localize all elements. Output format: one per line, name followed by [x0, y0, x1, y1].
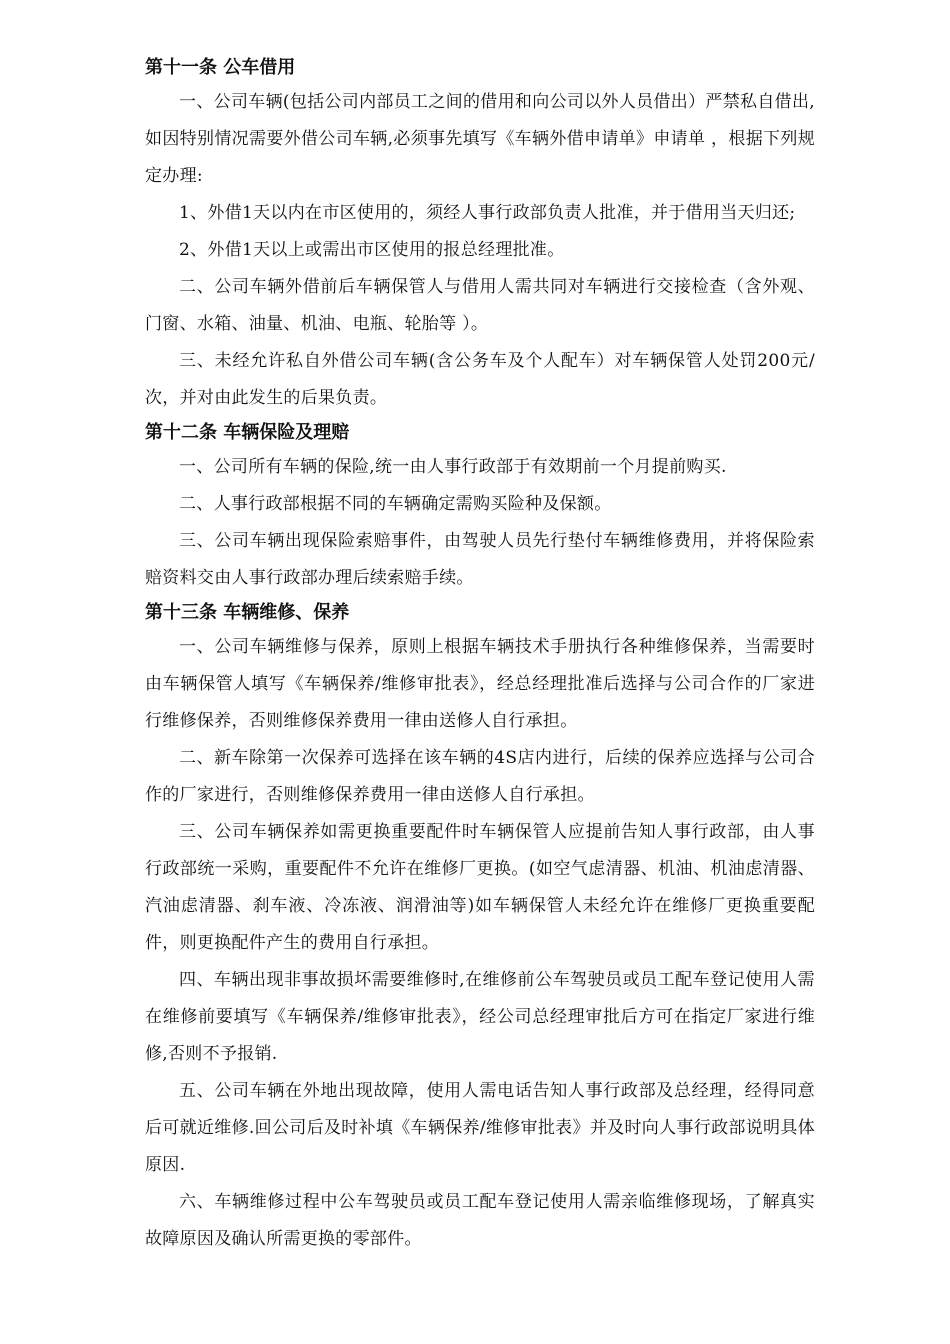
paragraph: 三、未经允许私自外借公司车辆(含公务车及个人配车）对车辆保管人处罚200元/次，并对由此发生的后果负责。 — [145, 351, 815, 408]
paragraph: 六、车辆维修过程中公车驾驶员或员工配车登记使用人需亲临维修现场，了解真实故障原因及确认所需更换的零部件。 — [145, 1192, 815, 1249]
document-body — [145, 52, 815, 1258]
paragraph: 一、公司所有车辆的保险,统一由人事行政部于有效期前一个月提前购买. — [179, 457, 727, 477]
paragraph: 2、外借1天以上或需出市区使用的报总经理批准。 — [179, 240, 565, 260]
paragraph: 1、外借1天以内在市区使用的，须经人事行政部负责人批准，并于借用当天归还; — [179, 203, 796, 223]
paragraph: 四、车辆出现非事故损坏需要维修时,在维修前公车驾驶员或员工配车登记使用人需在维修前要填写《车辆保养/维修审批表》，经公司总经理审批后方可在指定厂家进行维修,否则不予报销. — [145, 970, 815, 1064]
paragraph: 一、公司车辆(包括公司内部员工之间的借用和向公司以外人员借出）严禁私自借出,如因特别情况需要外借公司车辆,必须事先填写《车辆外借申请单》申请单 ，根据下列规定办理: — [145, 92, 815, 186]
paragraph: 二、新车除第一次保养可选择在该车辆的4S店内进行，后续的保养应选择与公司合作的厂家进行，否则维修保养费用一律由送修人自行承担。 — [145, 748, 815, 805]
section-heading-11: 第十一条 公车借用 — [145, 57, 296, 78]
section-heading-13: 第十三条 车辆维修、保养 — [145, 602, 350, 623]
paragraph: 二、人事行政部根据不同的车辆确定需购买险种及保额。 — [179, 494, 612, 514]
paragraph: 一、公司车辆维修与保养，原则上根据车辆技术手册执行各种维修保养，当需要时由车辆保管人填写《车辆保养/维修审批表》，经总经理批准后选择与公司合作的厂家进行维修保养，否则维修保养费用一律由送修人自行承担。 — [145, 637, 815, 731]
paragraph: 三、公司车辆出现保险索赔事件，由驾驶人员先行垫付车辆维修费用，并将保险索赔资料交由人事行政部办理后续索赔手续。 — [145, 531, 815, 588]
paragraph: 五、公司车辆在外地出现故障，使用人需电话告知人事行政部及总经理，经得同意后可就近维修.回公司后及时补填《车辆保养/维修审批表》并及时向人事行政部说明具体原因. — [145, 1081, 815, 1175]
paragraph: 三、公司车辆保养如需更换重要配件时车辆保管人应提前告知人事行政部，由人事行政部统一采购，重要配件不允许在维修厂更换。(如空气虑清器、机油、机油虑清器、汽油虑清器、刹车液、冷冻液、润滑油等)如车辆保管人未经允许在维修厂更换重要配件，则更换配件产生的费用自行承担。 — [145, 822, 815, 953]
paragraph: 二、公司车辆外借前后车辆保管人与借用人需共同对车辆进行交接检查（含外观、门窗、水箱、油量、机油、电瓶、轮胎等 ）。 — [145, 277, 815, 334]
section-heading-12: 第十二条 车辆保险及理赔 — [145, 422, 350, 443]
